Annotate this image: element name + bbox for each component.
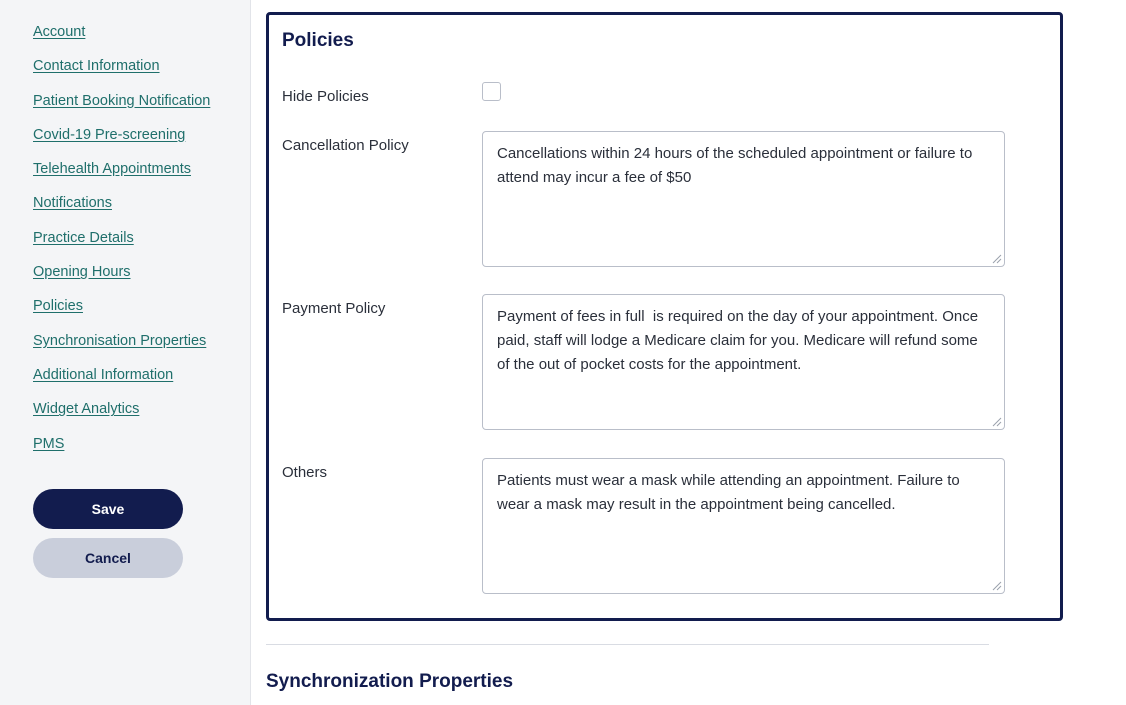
sidebar-item-label[interactable]: PMS: [33, 435, 65, 452]
payment-policy-control: [482, 294, 1060, 430]
cancellation-policy-label: Cancellation Policy: [282, 137, 409, 154]
sidebar-item-label[interactable]: Patient Booking Notification: [33, 92, 211, 109]
sidebar-item-label[interactable]: Telehealth Appointments: [33, 161, 191, 178]
others-control: [482, 458, 1060, 594]
others-textarea[interactable]: [482, 458, 1005, 594]
cancel-button[interactable]: Cancel: [33, 538, 183, 578]
sidebar-item-label[interactable]: Additional Information: [33, 366, 174, 383]
page-title: Policies: [282, 30, 354, 51]
save-button[interactable]: Save: [33, 489, 183, 529]
sidebar-item-label[interactable]: Synchronisation Properties: [33, 332, 207, 349]
sidebar-item-patient-booking-notification[interactable]: [33, 93, 250, 109]
sidebar-item-covid-19-pre-screening[interactable]: [33, 127, 250, 143]
cancellation-policy-control: [482, 131, 1060, 267]
payment-policy-textarea[interactable]: [482, 294, 1005, 430]
sidebar-nav: [33, 24, 250, 452]
settings-sidebar: [0, 0, 251, 705]
sidebar-item-label[interactable]: Account: [33, 24, 86, 40]
sidebar-item-label[interactable]: Policies: [33, 298, 83, 315]
sidebar-item-pms[interactable]: [33, 436, 250, 452]
sidebar-item-policies[interactable]: [33, 298, 250, 314]
section-divider: [266, 644, 989, 645]
sidebar-item-notifications[interactable]: [33, 195, 250, 211]
hide-policies-checkbox[interactable]: [482, 82, 501, 101]
sidebar-item-contact-information[interactable]: [33, 58, 250, 74]
cancellation-policy-textarea[interactable]: [482, 131, 1005, 267]
main-content: [251, 0, 1126, 705]
field-hide-policies: [269, 82, 1060, 105]
sidebar-item-synchronisation-properties[interactable]: [33, 333, 250, 349]
sidebar-item-label[interactable]: Practice Details: [33, 229, 134, 246]
others-label: Others: [282, 464, 328, 481]
sidebar-item-telehealth-appointments[interactable]: [33, 161, 250, 177]
hide-policies-label: Hide Policies: [282, 88, 369, 105]
sidebar-item-additional-information[interactable]: [33, 367, 250, 383]
field-payment-policy: [269, 294, 1060, 430]
sidebar-item-account[interactable]: [33, 24, 250, 40]
sidebar-item-label[interactable]: Opening Hours: [33, 264, 131, 281]
payment-policy-label: Payment Policy: [282, 300, 386, 317]
sidebar-item-label[interactable]: Contact Information: [33, 58, 160, 75]
field-cancellation-policy: [269, 131, 1060, 267]
sidebar-item-practice-details[interactable]: [33, 230, 250, 246]
sidebar-item-label[interactable]: Widget Analytics: [33, 401, 140, 418]
sidebar-item-label[interactable]: Covid-19 Pre-screening: [33, 126, 186, 143]
policies-panel: [266, 12, 1063, 621]
sidebar-actions: [33, 489, 250, 578]
sidebar-item-widget-analytics[interactable]: [33, 401, 250, 417]
synchronization-properties-heading: Synchronization Properties: [266, 671, 514, 692]
sidebar-item-label[interactable]: Notifications: [33, 195, 112, 212]
sidebar-item-opening-hours[interactable]: [33, 264, 250, 280]
hide-policies-control: [482, 82, 1060, 101]
field-others: [269, 458, 1060, 594]
